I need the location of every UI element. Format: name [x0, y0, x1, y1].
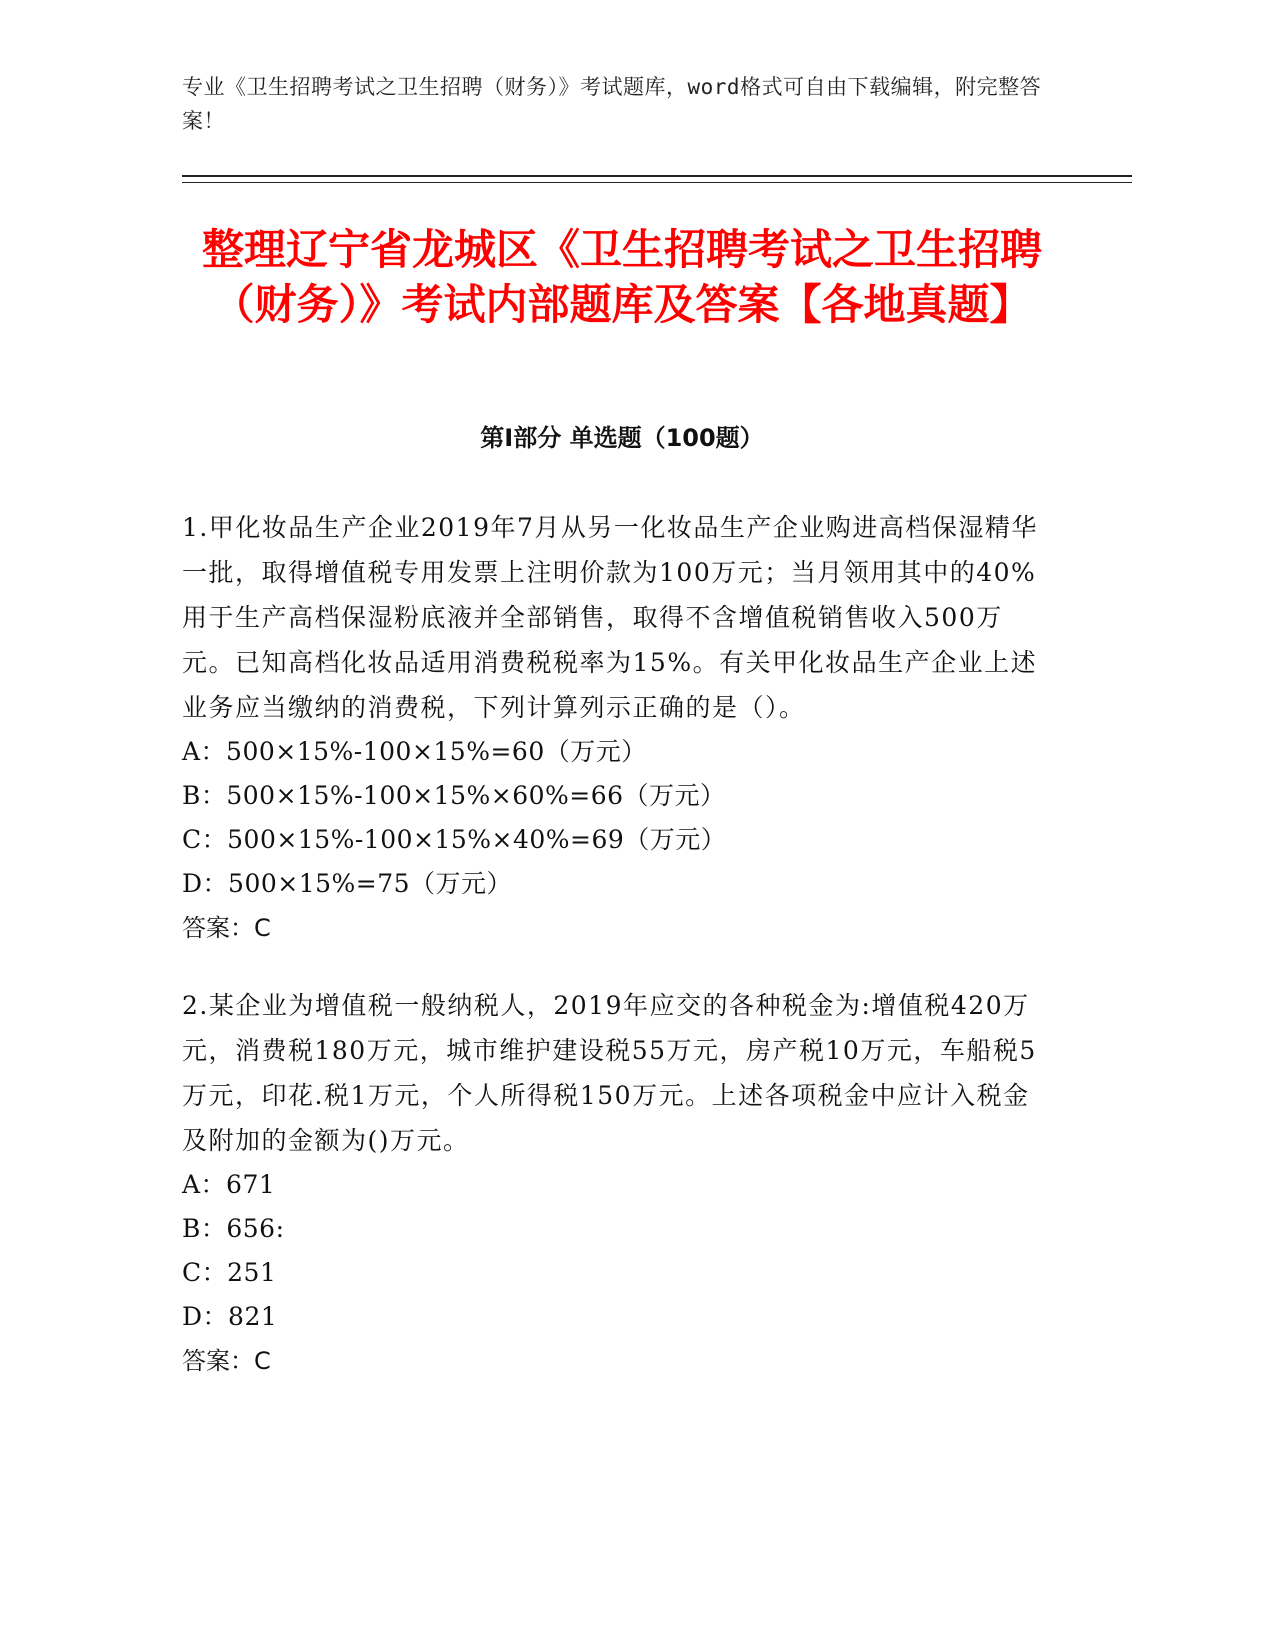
option-c: C：251: [182, 1258, 277, 1287]
option-a: A：671: [182, 1170, 276, 1199]
answer: 答案：C: [182, 1347, 271, 1375]
document-title: 整理辽宁省龙城区《卫生招聘考试之卫生招聘（财务）》考试内部题库及答案【各地真题】: [201, 225, 1042, 329]
header-divider-thick: [182, 175, 1132, 177]
option-d: D：500×15%=75（万元）: [182, 869, 513, 898]
option-b: B：500×15%-100×15%×60%=66（万元）: [182, 781, 726, 810]
answer: 答案：C: [182, 914, 271, 942]
header-note: 专业《卫生招聘考试之卫生招聘（财务）》考试题库，word格式可自由下载编辑，附完整答案！: [182, 75, 1042, 133]
question-1: [182, 505, 1042, 950]
section-title: 第Ⅰ部分 单选题（100题）: [480, 424, 764, 452]
option-c: C：500×15%-100×15%×40%=69（万元）: [182, 825, 727, 854]
option-b: B：656:: [182, 1214, 285, 1243]
question-stem: 1.甲化妆品生产企业2019年7月从另一化妆品生产企业购进高档保湿精华一批，取得增值税专用发票上注明价款为100万元；当月领用其中的40%用于生产高档保湿粉底液并全部销售，取得不含增值税销售收入500万元。已知高档化妆品适用消费税税率为15%。有关甲化妆品生产企业上述业务应当缴纳的消费税，下列计算列示正确的是（）。: [182, 513, 1038, 722]
question-stem: 2.某企业为增值税一般纳税人，2019年应交的各种税金为:增值税420万元，消费税180万元，城市维护建设税55万元，房产税10万元，车船税5万元，印花.税1万元，个人所得税150万元。上述各项税金中应计入税金及附加的金额为()万元。: [182, 991, 1037, 1155]
option-a: A：500×15%-100×15%=60（万元）: [182, 737, 647, 766]
option-d: D：821: [182, 1302, 278, 1331]
question-2: [182, 983, 1042, 1383]
header-divider-thin: [182, 182, 1132, 183]
